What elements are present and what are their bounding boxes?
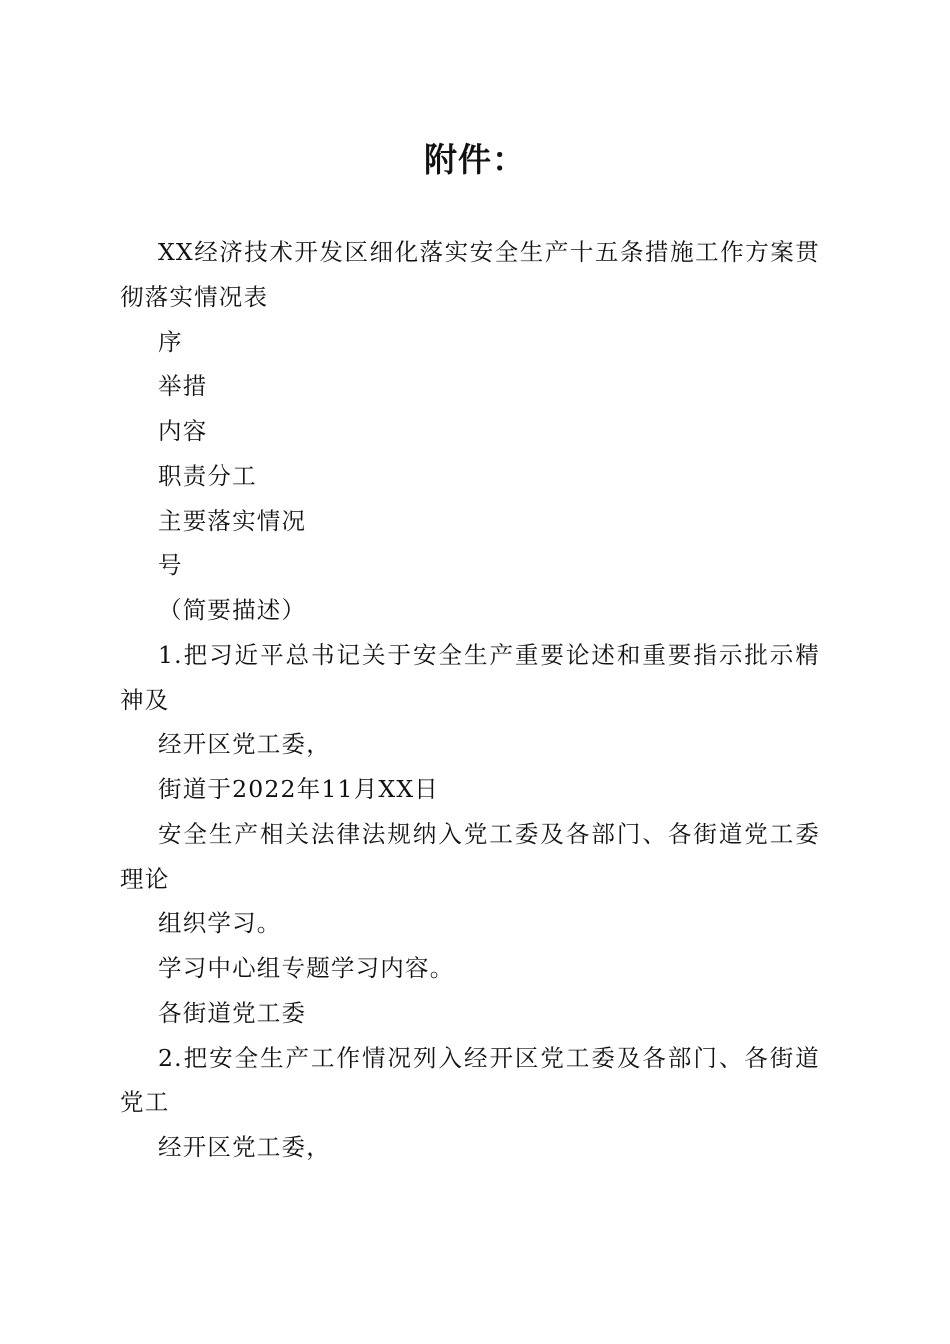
header-cell-seq: 序 bbox=[158, 327, 183, 356]
header-cell-responsibility: 职责分工 bbox=[158, 461, 257, 490]
header-cell-implementation: 主要落实情况 bbox=[158, 506, 307, 535]
document-title: 附件： bbox=[424, 140, 526, 179]
header-cell-brief: （简要描述） bbox=[158, 596, 307, 624]
item-1-date: 街道于2022年11月XX日 bbox=[158, 775, 439, 803]
item-2-responsibility: 经开区党工委， bbox=[158, 1133, 331, 1161]
item-1-street-committee: 各街道党工委 bbox=[158, 998, 307, 1027]
item-1-measure: 1.把习近平总书记关于安全生产重要论述和重要指示批示精神及 bbox=[120, 640, 820, 714]
item-2-measure: 2.把安全生产工作情况列入经开区党工委及各部门、各街道党工 bbox=[120, 1043, 820, 1117]
header-cell-number: 号 bbox=[158, 551, 183, 580]
header-cell-measure: 举措 bbox=[158, 372, 208, 401]
item-1-content: 安全生产相关法律法规纳入党工委及各部门、各街道党工委理论 bbox=[120, 819, 820, 893]
document-body bbox=[120, 230, 820, 1170]
item-1-organize: 组织学习。 bbox=[158, 909, 282, 938]
item-1-study: 学习中心组专题学习内容。 bbox=[158, 954, 455, 982]
table-title-paragraph: XX经济技术开发区细化落实安全生产十五条措施工作方案贯彻落实情况表 bbox=[120, 238, 820, 311]
item-1-responsibility: 经开区党工委， bbox=[158, 730, 331, 759]
header-cell-content: 内容 bbox=[158, 417, 208, 445]
